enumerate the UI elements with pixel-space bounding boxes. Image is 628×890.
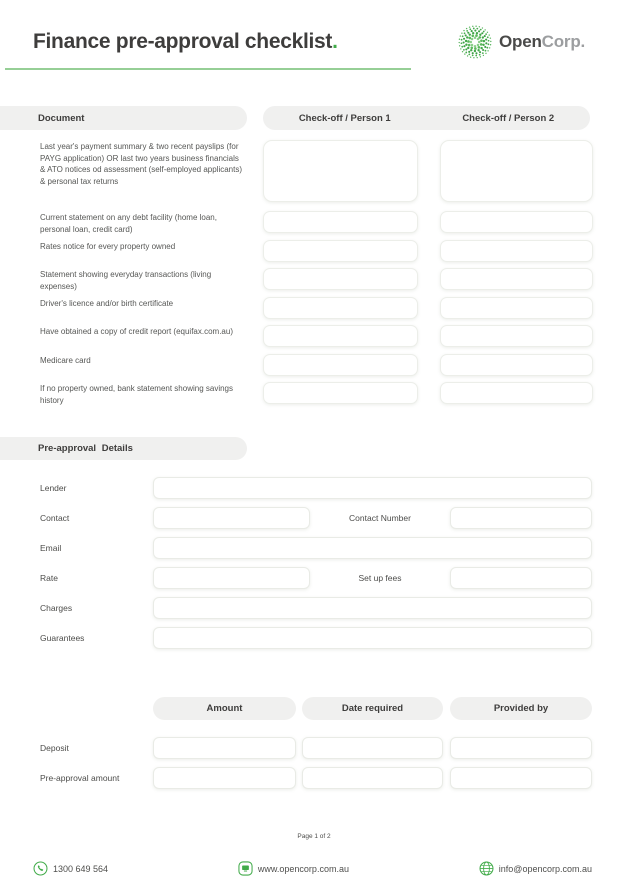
opencorp-logo-burst-icon xyxy=(457,24,493,60)
document-column-header: Document xyxy=(0,106,247,130)
set-up-fees-label: Set up fees xyxy=(358,573,402,583)
monitor-icon xyxy=(238,861,253,876)
document-item-label: If no property owned, bank statement showing savings history xyxy=(40,384,233,405)
phone-icon xyxy=(33,861,48,876)
contact-label: Contact xyxy=(40,513,70,523)
checklist-row xyxy=(0,240,628,262)
checkoff-box-person1[interactable] xyxy=(263,140,418,202)
footer-website xyxy=(238,861,349,876)
globe-icon xyxy=(479,861,494,876)
rate-label: Rate xyxy=(40,573,58,583)
contact-number-input[interactable] xyxy=(450,507,592,529)
checkoff-box-person2[interactable] xyxy=(440,211,593,233)
table-row-deposit xyxy=(0,737,628,759)
checkoff-box-person1[interactable] xyxy=(263,382,418,404)
deposit-provided-by-input[interactable] xyxy=(450,737,592,759)
document-item-label: Rates notice for every property owned xyxy=(40,241,176,251)
checkoff-box-person2[interactable] xyxy=(440,297,593,319)
page-title-text: Finance pre-approval checklist xyxy=(33,30,333,53)
deposit-label: Deposit xyxy=(40,743,69,753)
deposit-date-required-input[interactable] xyxy=(302,737,443,759)
title-green-period: . xyxy=(332,30,338,53)
checklist-row xyxy=(0,354,628,376)
logo-open-text: Open xyxy=(499,32,542,51)
footer-email-text[interactable]: info@opencorp.com.au xyxy=(498,863,592,874)
form-row-lender xyxy=(0,477,628,499)
lender-label: Lender xyxy=(40,483,67,493)
person2-column-header: Check-off / Person 2 xyxy=(462,112,555,124)
lender-input[interactable] xyxy=(153,477,592,499)
checklist-row xyxy=(0,268,628,290)
form-row-rate xyxy=(0,567,628,589)
pre-approval-amount-input[interactable] xyxy=(153,767,296,789)
checkoff-header xyxy=(263,106,590,130)
checkoff-box-person2[interactable] xyxy=(440,240,593,262)
contact-number-label: Contact Number xyxy=(349,513,411,523)
checklist-row xyxy=(0,140,628,202)
form-row-contact xyxy=(0,507,628,529)
provided-by-column-header: Provided by xyxy=(450,697,592,720)
page-number: Page 1 of 2 xyxy=(297,833,331,840)
footer-contact-bar xyxy=(33,861,592,876)
guarantees-label: Guarantees xyxy=(40,633,85,643)
pre-approval-amount-label: Pre-approval amount xyxy=(40,773,120,783)
charges-input[interactable] xyxy=(153,597,592,619)
checkoff-box-person1[interactable] xyxy=(263,297,418,319)
checkoff-box-person2[interactable] xyxy=(440,354,593,376)
page-title xyxy=(33,30,338,54)
table-row-pre-approval-amount xyxy=(0,767,628,789)
form-row-guarantees xyxy=(0,627,628,649)
checkoff-box-person2[interactable] xyxy=(440,268,593,290)
form-row-charges xyxy=(0,597,628,619)
set-up-fees-input[interactable] xyxy=(450,567,592,589)
checkoff-box-person1[interactable] xyxy=(263,240,418,262)
form-row-email xyxy=(0,537,628,559)
document-item-label: Statement showing everyday transactions (living expenses) xyxy=(40,270,212,291)
amounts-table-rows xyxy=(0,737,628,797)
footer-email xyxy=(479,861,592,876)
email-input[interactable] xyxy=(153,537,592,559)
pre-approval-date-required-input[interactable] xyxy=(302,767,443,789)
document-item-label: Have obtained a copy of credit report (equifax.com.au) xyxy=(40,327,233,336)
footer-phone xyxy=(33,861,108,876)
guarantees-input[interactable] xyxy=(153,627,592,649)
document-item-label: Current statement on any debt facility (home loan, personal loan, credit card) xyxy=(40,213,217,234)
checklist-rows xyxy=(0,140,628,411)
pre-approval-provided-by-input[interactable] xyxy=(450,767,592,789)
opencorp-logo-text xyxy=(499,32,585,52)
charges-label: Charges xyxy=(40,603,73,613)
document-item-label: Medicare card xyxy=(40,355,91,365)
checkoff-box-person2[interactable] xyxy=(440,140,593,202)
amounts-table-header xyxy=(0,697,628,720)
pre-approval-details-header: Pre-approval Details xyxy=(0,437,247,460)
checklist-row xyxy=(0,382,628,404)
opencorp-logo xyxy=(457,24,585,60)
person1-column-header: Check-off / Person 1 xyxy=(298,112,391,124)
document-item-label: Last year's payment summary & two recent payslips (for PAYG application) OR last two years business financials & ATO notices od assessment (self-employed applicants) & personal tax returns xyxy=(40,142,243,186)
footer-phone-text[interactable]: 1300 649 564 xyxy=(53,863,109,874)
checkoff-box-person1[interactable] xyxy=(263,211,418,233)
checkoff-box-person2[interactable] xyxy=(440,382,593,404)
checkoff-box-person1[interactable] xyxy=(263,325,418,347)
checkoff-box-person1[interactable] xyxy=(263,268,418,290)
checkoff-box-person1[interactable] xyxy=(263,354,418,376)
deposit-amount-input[interactable] xyxy=(153,737,296,759)
document-item-label: Driver's licence and/or birth certificate xyxy=(40,298,174,308)
title-underline xyxy=(5,68,411,70)
rate-input[interactable] xyxy=(153,567,310,589)
checklist-row xyxy=(0,211,628,233)
contact-input[interactable] xyxy=(153,507,310,529)
footer-website-text[interactable]: www.opencorp.com.au xyxy=(257,863,349,874)
pre-approval-details-form xyxy=(0,477,628,657)
checkoff-box-person2[interactable] xyxy=(440,325,593,347)
checklist-row xyxy=(0,297,628,319)
amount-column-header: Amount xyxy=(153,697,296,720)
email-label: Email xyxy=(40,543,62,553)
checklist-row xyxy=(0,325,628,347)
logo-corp-text: Corp. xyxy=(541,32,586,51)
date-required-column-header: Date required xyxy=(302,697,443,720)
